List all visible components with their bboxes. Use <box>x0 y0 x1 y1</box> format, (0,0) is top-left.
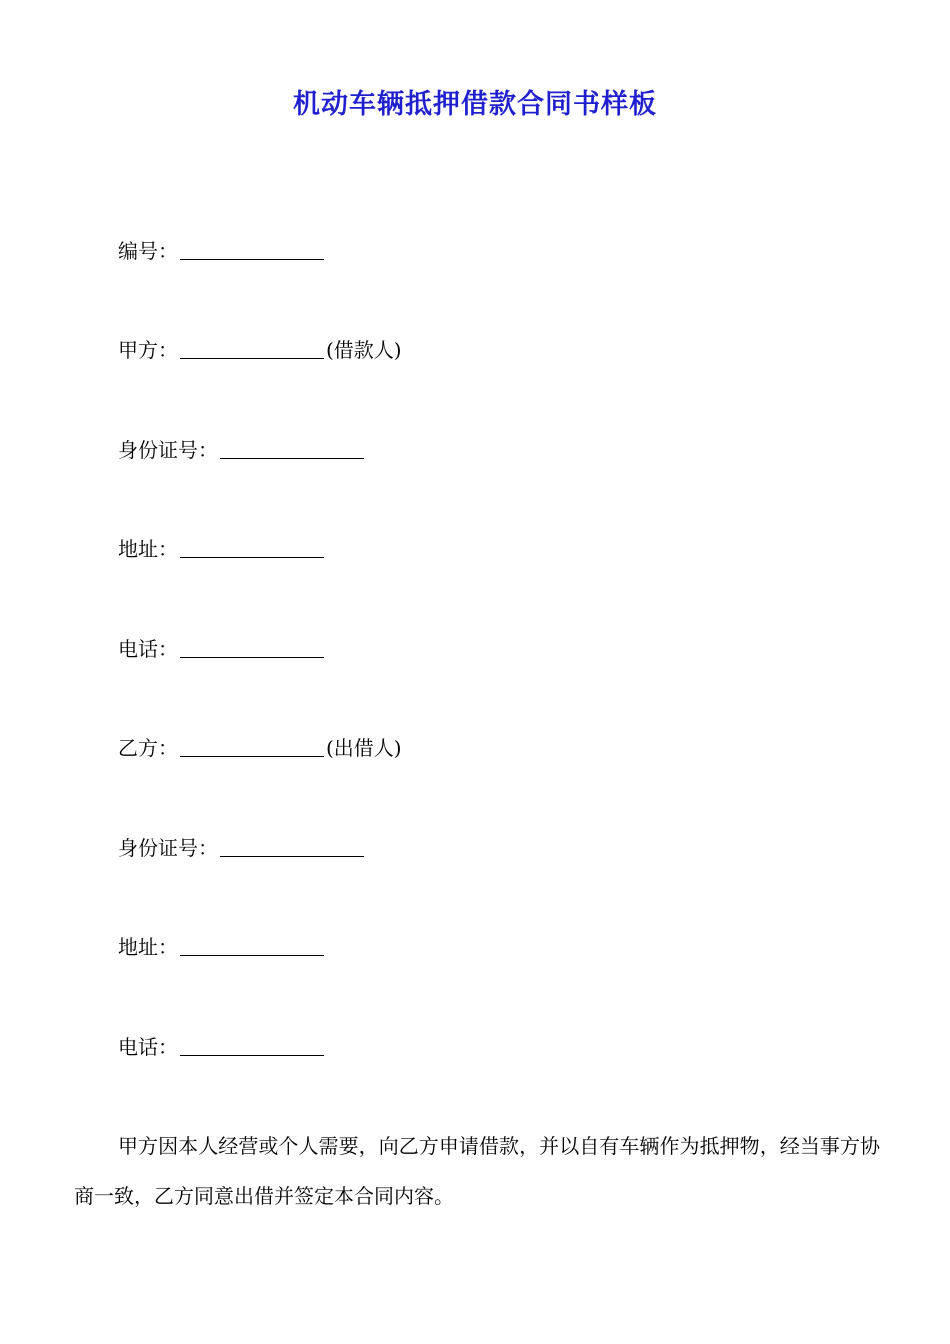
fill-in-blank <box>220 438 364 459</box>
field-label: 甲方： <box>118 338 178 362</box>
contract-number-field <box>118 237 324 265</box>
fill-in-blank <box>180 338 324 359</box>
party-b-address-field <box>118 933 324 961</box>
party-b-id-field <box>118 834 364 862</box>
field-label: 身份证号： <box>118 438 218 462</box>
field-label: 电话： <box>118 637 178 661</box>
field-label: 乙方： <box>118 736 178 760</box>
fill-in-blank <box>180 935 324 956</box>
fill-in-blank <box>180 736 324 757</box>
fill-in-blank <box>180 637 324 658</box>
fill-in-blank <box>220 836 364 857</box>
field-suffix: (出借人) <box>326 736 402 760</box>
field-suffix: (借款人) <box>326 338 402 362</box>
party-a-id-field <box>118 436 364 464</box>
party-a-address-field <box>118 535 324 563</box>
fill-in-blank <box>180 1035 324 1056</box>
fill-in-blank <box>180 239 324 260</box>
party-b-field <box>118 734 402 762</box>
field-label: 编号： <box>118 239 178 263</box>
document-title: 机动车辆抵押借款合同书样板 <box>293 89 657 120</box>
party-b-phone-field <box>118 1033 324 1061</box>
intro-paragraph: 甲方因本人经营或个人需要，向乙方申请借款，并以自有车辆作为抵押物，经当事方协商一致，乙方同意出借并签定本合同内容。 <box>74 1134 880 1208</box>
field-label: 地址： <box>118 537 178 561</box>
fill-in-blank <box>180 537 324 558</box>
party-a-phone-field <box>118 635 324 663</box>
field-label: 电话： <box>118 1035 178 1059</box>
field-label: 地址： <box>118 935 178 959</box>
field-label: 身份证号： <box>118 836 218 860</box>
party-a-field <box>118 336 402 364</box>
